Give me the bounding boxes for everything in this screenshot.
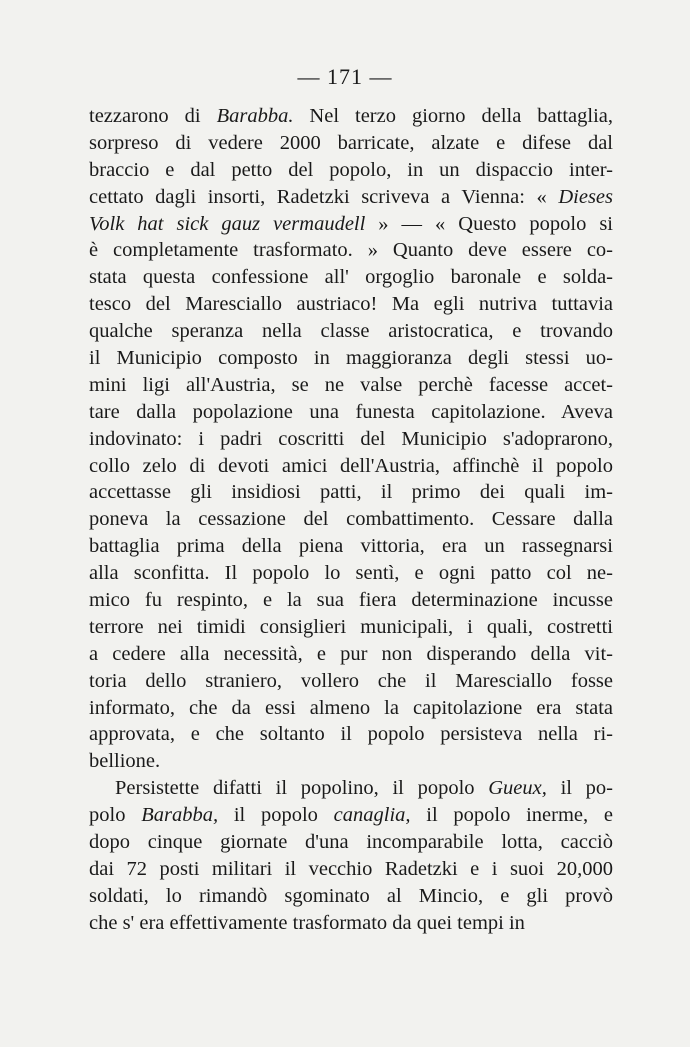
- text-line: [89, 802, 613, 829]
- text-run: informato, che da essi almeno la capitolazione era stata: [89, 696, 613, 719]
- text-line: [89, 533, 613, 560]
- text-run: il Municipio composto in maggioranza degli stessi uo-: [89, 347, 613, 370]
- italic-text: Barabba.: [216, 105, 294, 127]
- italic-text: Volk hat sick gauz vermaudell: [89, 212, 366, 235]
- text-run: qualche speranza nella classe aristocratica, e trovando: [89, 320, 613, 343]
- italic-text: Gueux,: [488, 777, 547, 800]
- text-run: poneva la cessazione del combattimento. Cessare dalla: [89, 508, 613, 531]
- text-line: [89, 560, 613, 587]
- text-run: collo zelo di devoti amici dell'Austria, affinchè il popolo: [89, 454, 613, 477]
- text-line: [89, 668, 613, 695]
- text-run: dopo cinque giornate d'una incomparabile lotta, cacciò: [89, 831, 613, 854]
- text-line: [89, 506, 613, 533]
- text-line: [89, 775, 613, 802]
- text-run: tare dalla popolazione una funesta capitolazione. Aveva: [89, 400, 613, 423]
- text-run: bellione.: [89, 750, 161, 773]
- text-run: Nel terzo giorno della battaglia,: [293, 105, 613, 127]
- text-run: approvata, e che soltanto il popolo persisteva nella ri-: [89, 723, 613, 746]
- text-run: toria dello straniero, vollero che il Maresciallo fosse: [89, 669, 613, 692]
- text-run: che s' era effettivamente trasformato da quei tempi in: [89, 911, 525, 934]
- text-line: [89, 614, 613, 641]
- text-run: indovinato: i padri coscritti del Municipio s'adoprarono,: [89, 427, 613, 450]
- text-line: [89, 453, 613, 480]
- text-run: il popolo inerme, e: [410, 804, 613, 827]
- italic-text: Dieses: [558, 185, 613, 208]
- text-run: il popolo: [218, 804, 334, 827]
- text-line: [89, 211, 613, 238]
- text-run: Persistette difatti il popolino, il popolo: [115, 777, 489, 800]
- text-run: braccio e dal petto del popolo, in un dispaccio inter-: [89, 158, 613, 181]
- page-number: — 171 —: [297, 64, 393, 89]
- text-line: [89, 426, 613, 453]
- text-run: mico fu respinto, e la sua fiera determinazione incusse: [89, 589, 613, 612]
- text-line: [89, 883, 613, 910]
- text-line: [89, 103, 613, 130]
- text-line: [89, 130, 613, 157]
- text-run: tesco del Maresciallo austriaco! Ma egli nutriva tuttavia: [89, 293, 613, 316]
- text-line: [89, 587, 613, 614]
- text-line: [89, 695, 613, 722]
- text-line: [89, 721, 613, 748]
- text-line: [89, 372, 613, 399]
- text-line: [89, 748, 613, 775]
- text-run: terrore nei timidi consiglieri municipali, i quali, costretti: [89, 615, 613, 638]
- text-line: [89, 157, 613, 184]
- text-line: [89, 829, 613, 856]
- text-run: il po-: [546, 777, 613, 800]
- text-run: cettato dagli insorti, Radetzki scriveva a Vienna: «: [89, 185, 559, 208]
- text-line: [89, 856, 613, 883]
- text-run: battaglia prima della piena vittoria, era un rassegnarsi: [89, 535, 613, 558]
- text-line: [89, 264, 613, 291]
- text-run: polo: [89, 804, 142, 827]
- text-run: stata questa confessione all' orgoglio baronale e solda-: [89, 266, 613, 289]
- text-line: [89, 399, 613, 426]
- text-run: dai 72 posti militari il vecchio Radetzki e i suoi 20,000: [89, 857, 613, 880]
- text-run: » — « Questo popolo si: [365, 212, 613, 235]
- text-line: [89, 318, 613, 345]
- text-line: [89, 184, 613, 211]
- text-line: [89, 237, 613, 264]
- italic-text: canaglia,: [333, 804, 411, 827]
- text-run: tezzarono di: [89, 105, 217, 127]
- text-run: alla sconfitta. Il popolo lo sentì, e ogni patto col ne-: [89, 562, 613, 585]
- text-line: [89, 345, 613, 372]
- text-run: è completamente trasformato. » Quanto deve essere co-: [89, 239, 613, 262]
- text-line: [89, 910, 613, 937]
- text-line: [89, 479, 613, 506]
- text-run: sorpreso di vedere 2000 barricate, alzate e difese dal: [89, 131, 613, 154]
- italic-text: Barabba,: [141, 804, 219, 827]
- text-run: mini ligi all'Austria, se ne valse perchè facesse accet-: [89, 373, 613, 396]
- text-line: [89, 641, 613, 668]
- text-run: a cedere alla necessità, e pur non disperando della vit-: [89, 642, 613, 665]
- body-text: [89, 103, 613, 937]
- text-run: soldati, lo rimandò sgominato al Mincio, e gli provò: [89, 884, 613, 907]
- text-run: accettasse gli insidiosi patti, il primo dei quali im-: [89, 481, 613, 504]
- text-line: [89, 291, 613, 318]
